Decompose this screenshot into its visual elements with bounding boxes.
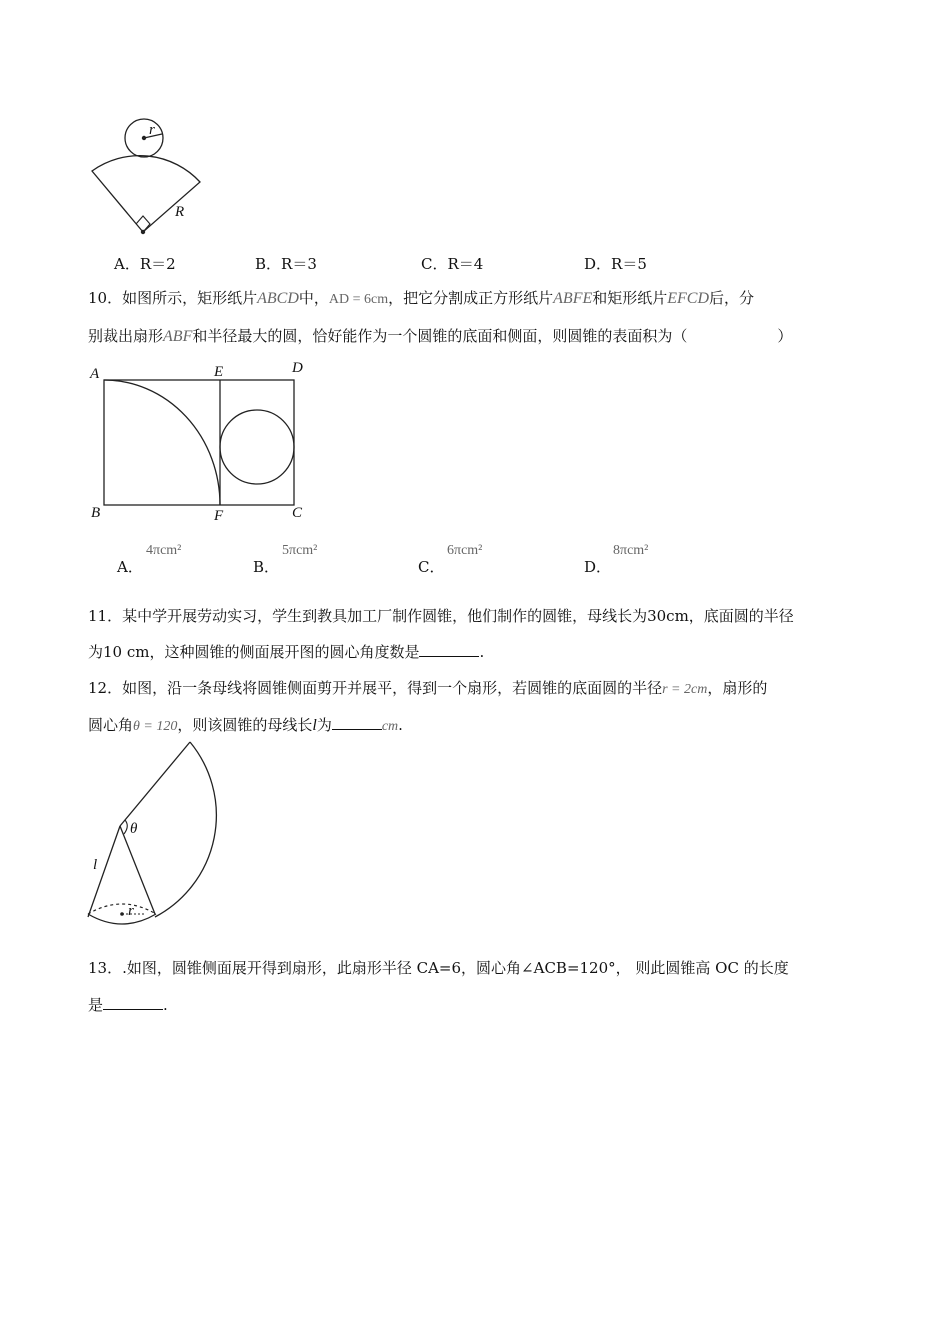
option-text: R＝5 — [611, 255, 647, 273]
q11-line-2: 为10 cm，这种圆锥的侧面展开图的圆心角度数是 . — [88, 643, 485, 661]
q10-label-a: A — [90, 366, 100, 382]
q9-sector — [92, 156, 200, 232]
q10-line-2: 别裁出扇形ABF和半径最大的圆，恰好能作为一个圆锥的底面和侧面，则圆锥的表面积为（ ） — [88, 327, 793, 345]
q12-figure — [84, 742, 244, 932]
q11-line-1: 11．某中学开展劳动实习，学生到教具加工厂制作圆锥，他们制作的圆锥，母线长为30cm，底面圆的半径 — [88, 607, 794, 625]
q13-answer-blank[interactable] — [103, 995, 163, 1010]
q13-line-1: 13．.如图，圆锥侧面展开得到扇形，此扇形半径 CA=6，圆心角∠ACB=120°， 则此圆锥高 OC 的长度 — [88, 959, 789, 977]
q9-option-b — [255, 253, 317, 274]
q9-right-angle-mark — [136, 216, 150, 232]
q10-rectangle — [104, 380, 294, 505]
q12-line-1: 12．如图，沿一条母线将圆锥侧面剪开并展平，得到一个扇形，若圆锥的底面圆的半径r = 2cm，扇形的 — [88, 679, 768, 697]
q10-figure — [86, 360, 316, 525]
math-abcd: ABCD — [257, 290, 299, 307]
q10-option-a: A． — [117, 558, 143, 576]
math-r: r = 2cm — [662, 682, 708, 697]
q10-arc-af — [104, 380, 220, 505]
q12-label-theta: θ — [130, 821, 138, 837]
q10-line-1: 10．如图所示，矩形纸片ABCD中，AD = 6cm，把它分割成正方形纸片ABFE和矩形纸片EFCD后，分 — [88, 289, 755, 307]
q9-center-dot — [142, 136, 146, 140]
math-cm: cm — [381, 719, 399, 734]
option-text: R＝4 — [447, 255, 484, 273]
q9-option-a — [114, 253, 176, 274]
option-letter: A． — [114, 255, 140, 273]
q13-line-2: 是 . — [88, 996, 168, 1014]
q9-option-d — [584, 253, 647, 274]
math-abf: ABF — [163, 328, 193, 345]
q10-label-b: B — [91, 505, 101, 521]
q12-label-l: l — [93, 857, 98, 873]
q9-option-c — [421, 253, 483, 274]
option-letter: C． — [421, 255, 448, 273]
q10-option-d: D． — [584, 558, 612, 576]
q12-label-r: r — [128, 903, 134, 919]
q11-answer-blank[interactable] — [419, 642, 479, 657]
option-letter: D． — [584, 255, 612, 273]
q10-option-d-value: 8πcm² — [613, 543, 649, 558]
math-theta: θ = 120 — [133, 719, 178, 734]
q10-label-e: E — [214, 364, 224, 380]
q9-label-r: r — [149, 122, 155, 138]
q10-option-a-value: 4πcm² — [146, 543, 182, 558]
math-abfe: ABFE — [553, 290, 593, 307]
q12-sector-radius — [120, 742, 190, 826]
q10-option-b-value: 5πcm² — [282, 543, 318, 558]
q10-circle — [220, 410, 294, 484]
math-l: l — [312, 717, 317, 734]
q9-apex-dot — [141, 230, 145, 234]
q10-label-d: D — [292, 360, 303, 376]
q10-label-c: C — [292, 505, 303, 521]
q12-answer-blank[interactable] — [332, 715, 382, 730]
q10-option-c-value: 6πcm² — [447, 543, 483, 558]
q12-cone-right-edge — [120, 826, 155, 914]
q12-angle-arc — [124, 820, 127, 834]
math-efcd: EFCD — [667, 290, 710, 307]
q12-base-center — [120, 912, 124, 916]
option-text: R＝2 — [139, 255, 176, 273]
q12-line-2: 圆心角θ = 120，则该圆锥的母线长l为 cm. — [88, 716, 403, 734]
q9-label-R: R — [175, 204, 185, 220]
math-ad: AD = 6cm — [328, 292, 389, 307]
q10-option-c: C． — [418, 558, 445, 576]
q10-label-f: F — [214, 508, 224, 524]
option-text: R＝3 — [281, 255, 317, 273]
option-letter: B． — [255, 255, 282, 273]
q9-figure — [80, 110, 220, 240]
q12-sector-arc — [155, 742, 216, 917]
q10-option-b: B． — [253, 558, 280, 576]
